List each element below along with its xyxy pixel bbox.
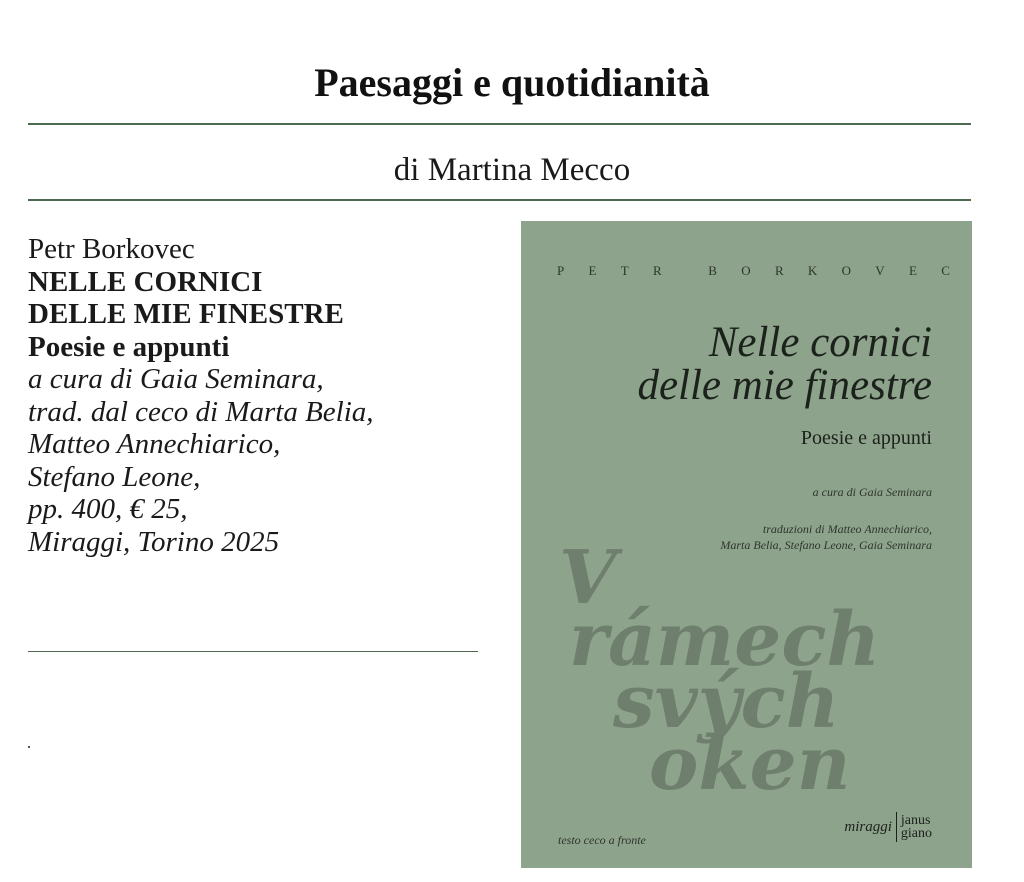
cover-author-letter: T bbox=[620, 263, 631, 278]
cover-czech-title-line-2: rámech bbox=[569, 597, 881, 683]
book-title-line-2: DELLE MIE FINESTRE bbox=[28, 298, 344, 330]
stray-mark bbox=[28, 746, 30, 748]
cover-title-line-1: Nelle cornici bbox=[708, 319, 932, 366]
cover-author-letter: B bbox=[708, 263, 719, 278]
cover-czech-title-line-1: V bbox=[559, 535, 617, 621]
cover-author bbox=[557, 263, 952, 279]
cover-author-letter: E bbox=[588, 263, 599, 278]
cover-author-letter: R bbox=[774, 263, 786, 278]
cover-publisher-name: miraggi bbox=[844, 818, 892, 835]
book-translators-line-1: trad. dal ceco di Marta Belia, bbox=[28, 395, 374, 428]
cover-author-letter: P bbox=[557, 263, 567, 278]
book-translators-line-2: Matteo Annechiarico, bbox=[28, 428, 281, 460]
title-divider bbox=[28, 123, 971, 125]
cover-subtitle: Poesie e appunti bbox=[800, 427, 932, 449]
book-curator: a cura di Gaia Seminara, bbox=[28, 363, 324, 395]
cover-footer-note: testo ceco a fronte bbox=[558, 833, 646, 847]
book-author: Petr Borkovec bbox=[28, 233, 195, 265]
cover-translators-line-1: traduzioni di Matteo Annechiarico, bbox=[762, 522, 932, 536]
book-details-divider bbox=[28, 651, 478, 652]
cover-author-letter: C bbox=[941, 263, 952, 278]
cover-curator: a cura di Gaia Seminara bbox=[812, 485, 932, 499]
book-translators-line-3: Stefano Leone, bbox=[28, 460, 201, 493]
cover-imprint bbox=[901, 814, 932, 840]
cover-author-letter: O bbox=[841, 263, 853, 278]
cover-author-letter: E bbox=[908, 263, 919, 278]
cover-imprint-top: janus bbox=[900, 813, 931, 828]
cover-author-letter: O bbox=[741, 263, 753, 278]
cover-publisher-logo bbox=[844, 812, 932, 842]
cover-title bbox=[637, 321, 932, 407]
cover-author-letter: R bbox=[653, 263, 664, 278]
cover-imprint-bottom: giano bbox=[900, 826, 932, 841]
cover-publisher-divider bbox=[896, 812, 897, 842]
article-title: Paesaggi e quotidianità bbox=[314, 60, 710, 105]
book-title-line-1: NELLE CORNICI bbox=[28, 265, 263, 298]
cover-translators-line-2: Marta Belia, Stefano Leone, Gaia Seminara bbox=[720, 538, 932, 552]
cover-title-line-2: delle mie finestre bbox=[637, 362, 932, 409]
book-details bbox=[28, 233, 498, 558]
book-publisher: Miraggi, Torino 2025 bbox=[28, 525, 280, 558]
book-cover-image bbox=[521, 221, 972, 868]
book-pages-price: pp. 400, € 25, bbox=[28, 493, 188, 525]
cover-czech-title-line-3: svých bbox=[613, 659, 840, 745]
book-subtitle: Poesie e appunti bbox=[28, 330, 230, 363]
cover-czech-title-line-4: oken bbox=[649, 721, 851, 807]
cover-author-letter: K bbox=[807, 263, 820, 278]
author-divider bbox=[28, 199, 971, 201]
cover-author-letter: V bbox=[875, 263, 887, 278]
article-author: di Martina Mecco bbox=[393, 152, 631, 188]
